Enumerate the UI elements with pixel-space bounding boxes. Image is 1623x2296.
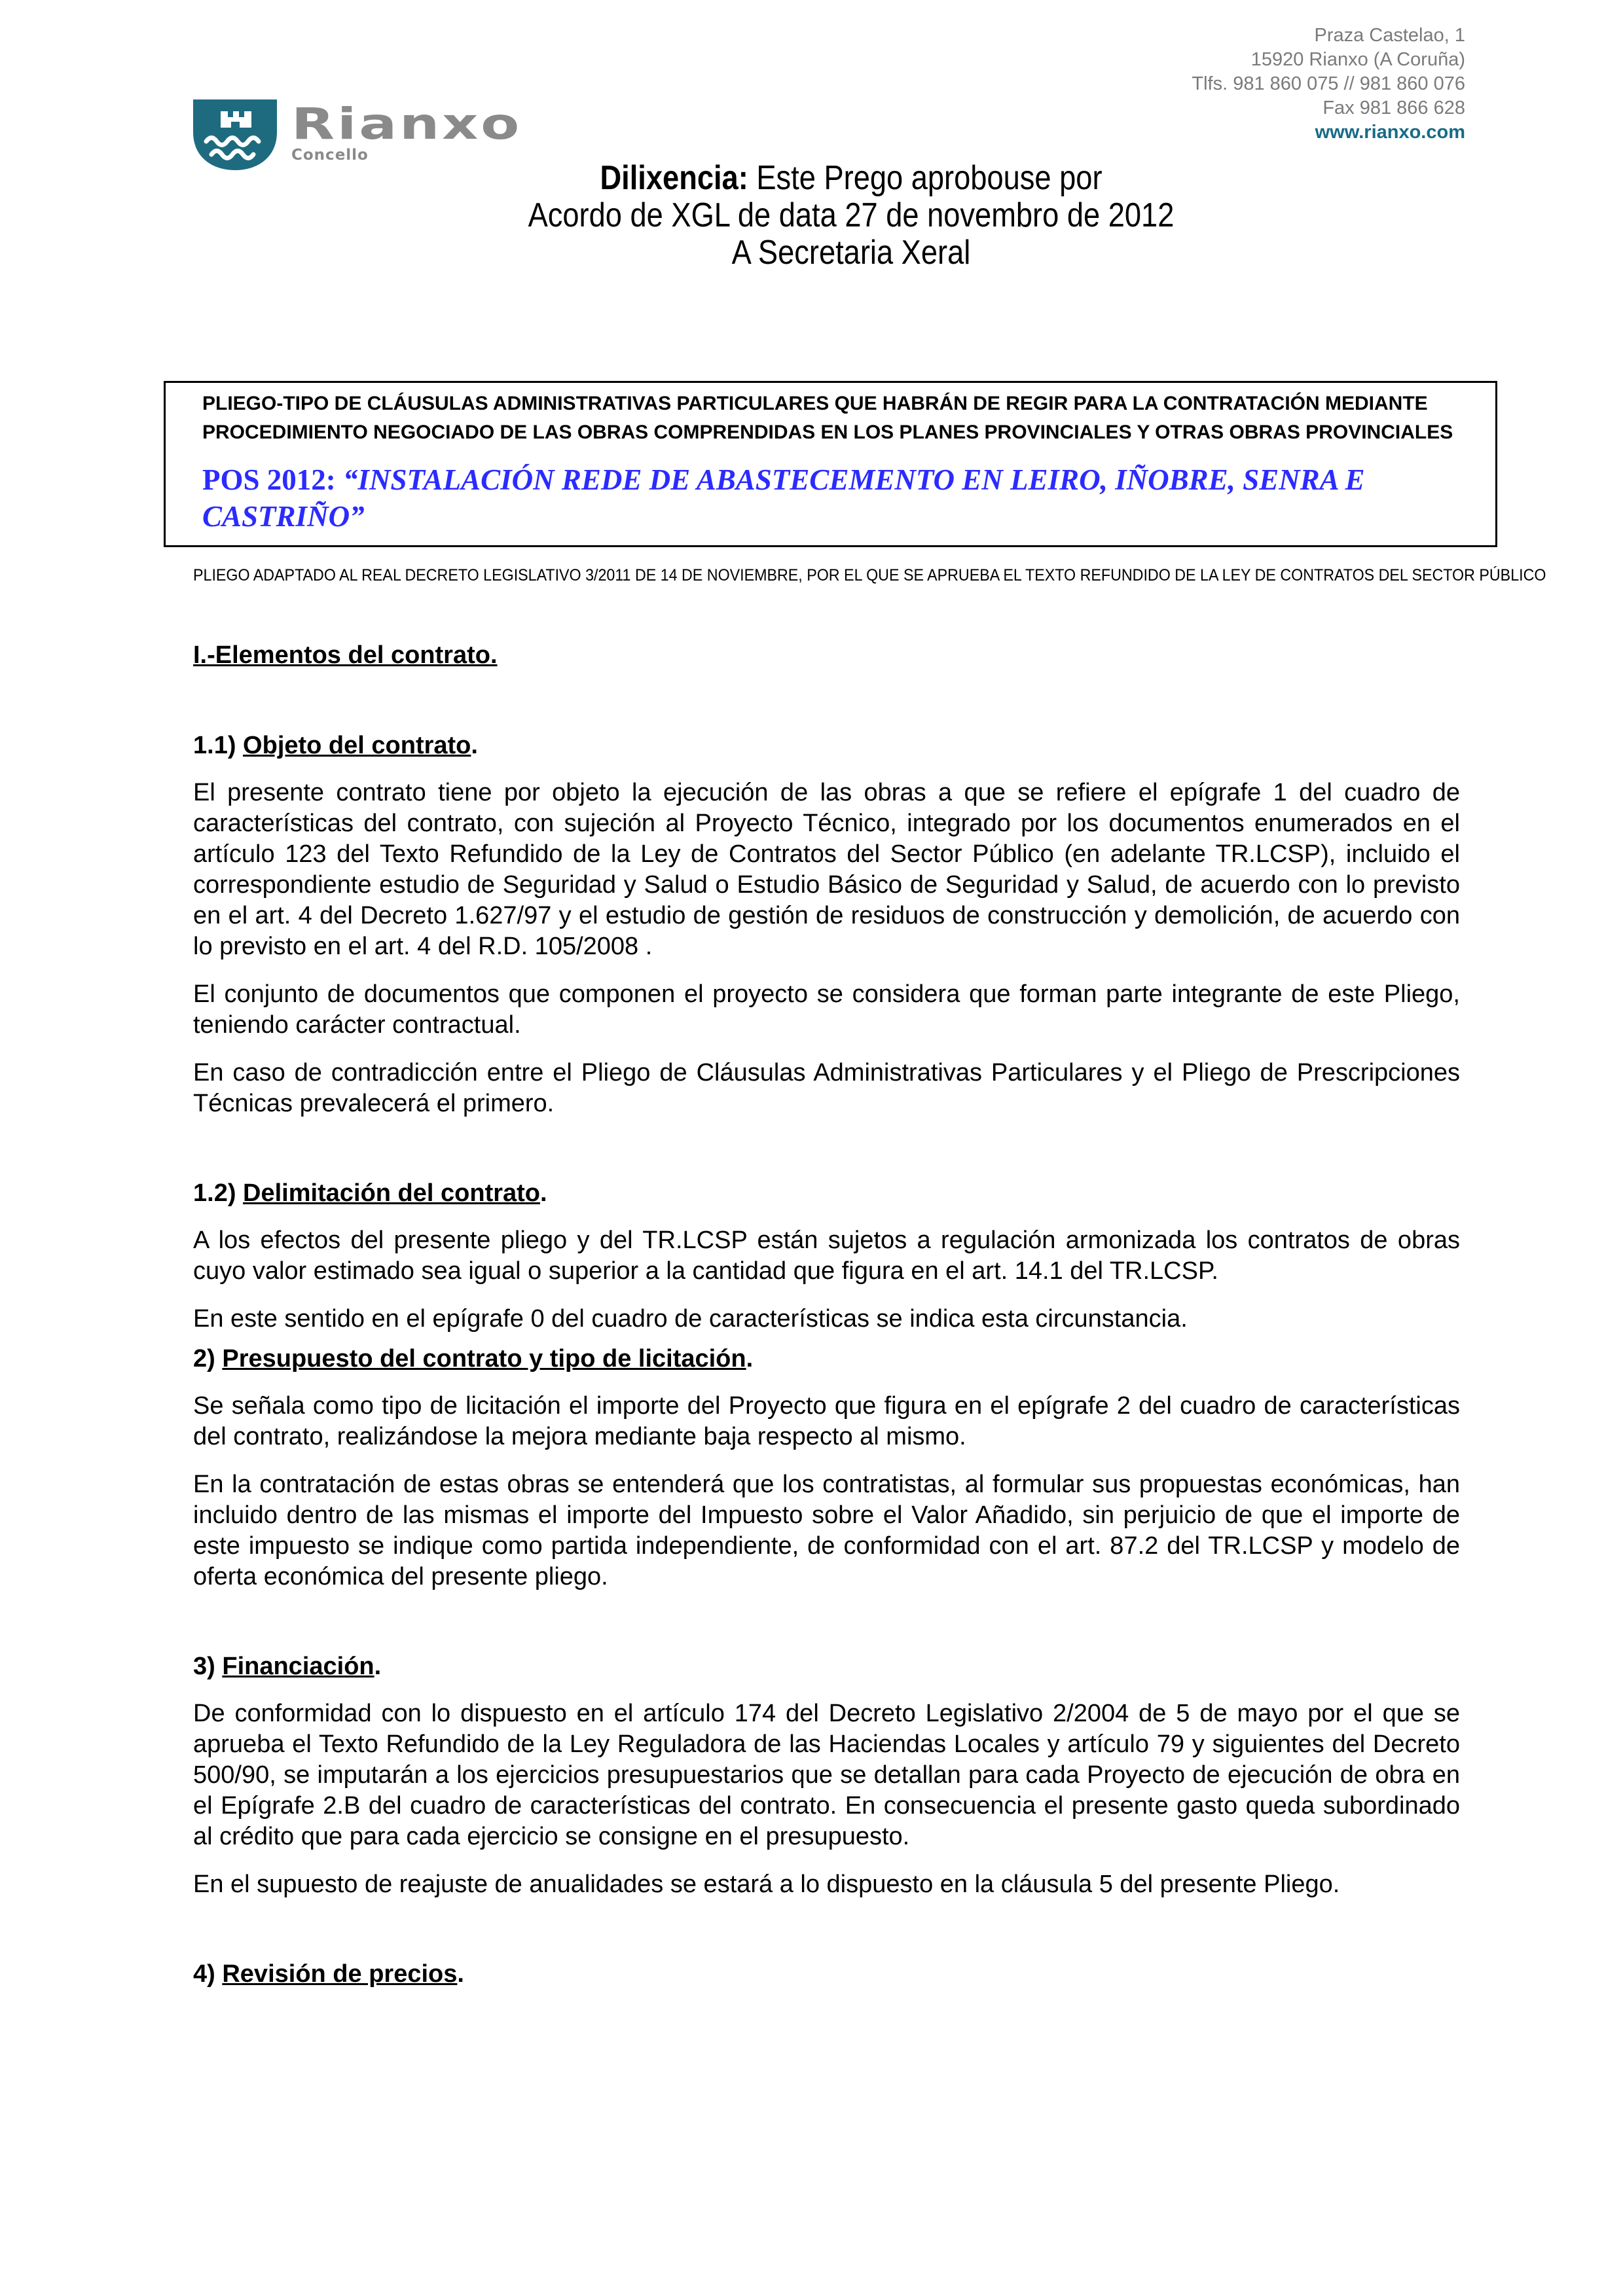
paragraph: El presente contrato tiene por objeto la ejecución de las obras a que se refiere el epígrafe 1 del cuadro de características del contrato, con sujeción al Proyecto Técnico, integrado por los documentos enumerados en el artículo 123 del Texto Refundido de la Ley de Contratos del Sector Público (en adelante TR.LCSP), incluido el correspondiente estudio de Seguridad y Salud o Estudio Básico de Seguridad y Salud, de acuerdo con lo previsto en el art. 4 del Decreto 1.627/97 y el estudio de gestión de residuos de construcción y demolición, de acuerdo con lo previsto en el art. 4 del R.D. 105/2008 . <box>193 779 1460 960</box>
paragraph: El conjunto de documentos que componen el proyecto se considera que forman parte integrante de este Pliego, teniendo carácter contractual. <box>193 980 1460 1039</box>
paragraph: En este sentido en el epígrafe 0 del cuadro de características se indica esta circunstancia. <box>193 1305 1188 1333</box>
paragraph: Se señala como tipo de licitación el importe del Proyecto que figura en el epígrafe 2 del cuadro de características del contrato, realizándose la mejora mediante baja respecto al mismo. <box>193 1392 1460 1450</box>
contact-phones: Tlfs. 981 860 075 // 981 860 076 <box>1192 73 1465 94</box>
contact-fax: Fax 981 866 628 <box>1322 98 1465 118</box>
section-number: 1.1) <box>193 732 244 759</box>
section-2-heading <box>193 1342 1460 1375</box>
section-period: . <box>746 1345 754 1372</box>
paragraph: En el supuesto de reajuste de anualidades se estará a lo dispuesto en la cláusula 5 del presente Pliego. <box>193 1871 1340 1898</box>
section-title: Presupuesto del contrato y tipo de licitación <box>222 1345 746 1372</box>
section-period: . <box>540 1179 547 1207</box>
section-1-2-heading <box>193 1177 1460 1210</box>
part1-heading-text: I.-Elementos del contrato. <box>193 641 498 669</box>
logo-text-block <box>291 99 522 164</box>
diligencia-note <box>282 160 1421 272</box>
section-number: 2) <box>193 1345 223 1372</box>
diligencia-line1 <box>282 160 1421 197</box>
section-title: Objeto del contrato <box>243 732 471 759</box>
logo-subtitle: Concello <box>291 147 369 164</box>
paragraph: De conformidad con lo dispuesto en el artículo 174 del Decreto Legislativo 2/2004 de 5 de mayo por el que se aprueba el Texto Refundido de la Ley Reguladora de las Haciendas Locales y artículo 79 y siguientes del Decreto 500/90, se imputarán a los ejercicios presupuestarios que se detallan para cada Proyecto de ejecución de obra en el Epígrafe 2.B del cuadro de características del contrato. En consecuencia el presente gasto queda subordinado al crédito que para cada ejercicio se consigne en el presupuesto. <box>193 1700 1460 1850</box>
rianxo-crest-icon <box>192 98 278 171</box>
diligencia-line1-rest: Este Prego aprobouse por <box>748 159 1103 197</box>
project-prefix: POS 2012: <box>202 463 344 496</box>
section-period: . <box>457 1960 464 1988</box>
diligencia-line2: Acordo de XGL de data 27 de novembro de 2012 <box>528 196 1175 234</box>
section-title: Revisión de precios <box>222 1960 458 1988</box>
adapted-note: PLIEGO ADAPTADO AL REAL DECRETO LEGISLATIVO 3/2011 DE 14 DE NOVIEMBRE, POR EL QUE SE APRUEBA EL TEXTO REFUNDIDO DE LA LEY DE CONTRATOS DEL SECTOR PÚBLICO <box>193 566 1546 584</box>
section-number: 1.2) <box>193 1179 244 1207</box>
paragraph: En caso de contradicción entre el Pliego de Cláusulas Administrativas Particulares y el Pliego de Prescripciones Técnicas prevalecerá el primero. <box>193 1059 1460 1117</box>
diligencia-label: Dilixencia: <box>600 159 748 197</box>
contact-website: www.rianxo.com <box>1315 122 1465 143</box>
document-body <box>164 381 1546 1990</box>
section-period: . <box>374 1653 382 1680</box>
project-name: “INSTALACIÓN REDE DE ABASTECEMENTO EN LEIRO, IÑOBRE, SENRA E CASTRIÑO” <box>202 463 1365 533</box>
section-4-heading <box>193 1958 1460 1990</box>
letterhead-contact-block <box>1192 24 1465 145</box>
pliego-tipo-heading: PLIEGO-TIPO DE CLÁUSULAS ADMINISTRATIVAS PARTICULARES QUE HABRÁN DE REGIR PARA LA CONTRATACIÓN MEDIANTE PROCEDIMIENTO NEGOCIADO DE LAS OBRAS COMPRENDIDAS EN LOS PLANES PROVINCIALES Y OTRAS OBRAS PROVINCIALES <box>202 393 1453 443</box>
section-title: Financiación <box>222 1653 374 1680</box>
section-title: Delimitación del contrato <box>243 1179 541 1207</box>
clauses-content <box>193 639 1460 1990</box>
section-number: 3) <box>193 1653 223 1680</box>
paragraph: A los efectos del presente pliego y del TR.LCSP están sujetos a regulación armonizada los contratos de obras cuyo valor estimado sea igual o superior a la cantidad que figura en el art. 14.1 del TR.LCSP. <box>193 1227 1460 1285</box>
contact-address-line1: Praza Castelao, 1 <box>1314 25 1465 46</box>
logo-wordmark: Rianxo <box>291 99 522 149</box>
title-box <box>164 381 1497 547</box>
section-3-heading <box>193 1650 1460 1683</box>
contact-address-line2: 15920 Rianxo (A Coruña) <box>1250 49 1465 70</box>
diligencia-line3: A Secretaria Xeral <box>731 234 971 272</box>
section-number: 4) <box>193 1960 223 1988</box>
part1-heading <box>193 639 1460 672</box>
section-period: . <box>471 732 478 759</box>
section-1-1-heading <box>193 729 1460 762</box>
paragraph: En la contratación de estas obras se entenderá que los contratistas, al formular sus propuestas económicas, han incluido dentro de las mismas el importe del Impuesto sobre el Valor Añadido, sin perjuicio de que el importe de este impuesto se indique como partida independiente, de conformidad con el art. 87.2 del TR.LCSP y modelo de oferta económica del presente pliego. <box>193 1471 1460 1590</box>
project-title-line <box>202 461 1459 535</box>
